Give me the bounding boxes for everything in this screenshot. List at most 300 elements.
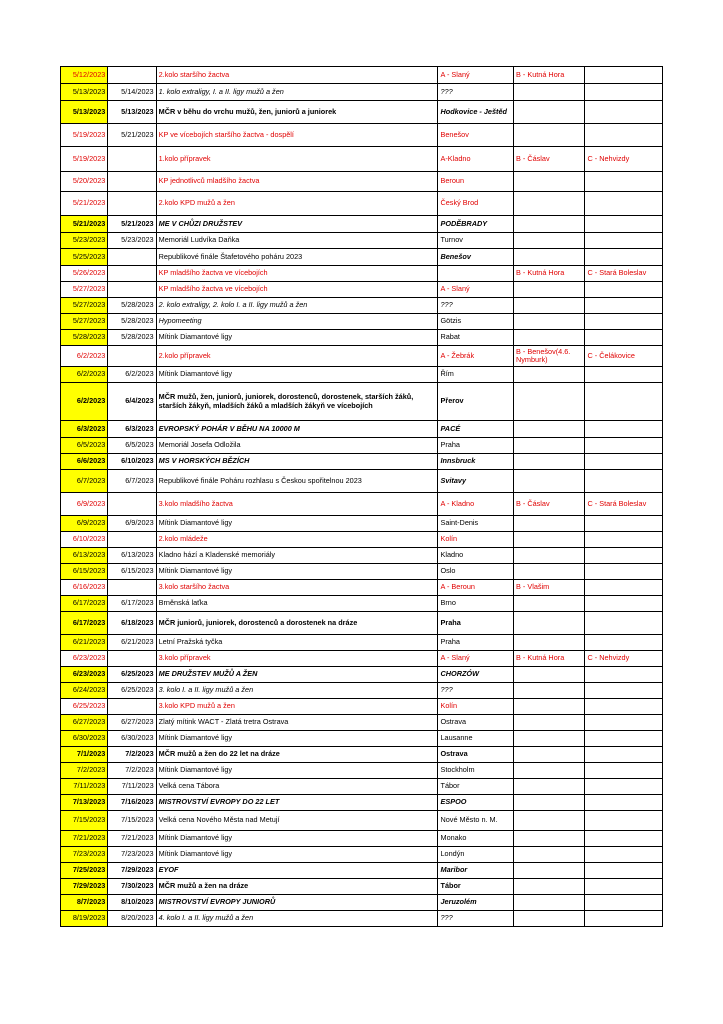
group-b-cell bbox=[513, 779, 584, 795]
table-row bbox=[61, 266, 663, 282]
group-c-cell bbox=[585, 438, 663, 454]
end-date-cell: 7/11/2023 bbox=[108, 779, 156, 795]
schedule-body bbox=[61, 67, 663, 927]
table-row bbox=[61, 667, 663, 683]
group-c-cell bbox=[585, 532, 663, 548]
group-b-cell bbox=[513, 911, 584, 927]
venue-cell: Kolín bbox=[438, 699, 514, 715]
group-b-cell bbox=[513, 795, 584, 811]
group-c-cell bbox=[585, 863, 663, 879]
table-row bbox=[61, 101, 663, 124]
venue-cell: Turnov bbox=[438, 233, 514, 249]
group-c-cell bbox=[585, 124, 663, 147]
event-cell: Memoriál Josefa Odložila bbox=[156, 438, 438, 454]
group-c-cell bbox=[585, 172, 663, 192]
end-date-cell: 7/30/2023 bbox=[108, 879, 156, 895]
table-row bbox=[61, 346, 663, 367]
event-cell: MČR v běhu do vrchu mužů, žen, juniorů a juniorek bbox=[156, 101, 438, 124]
group-b-cell bbox=[513, 249, 584, 266]
group-b-cell bbox=[513, 715, 584, 731]
date-cell: 5/28/2023 bbox=[61, 330, 108, 346]
group-c-cell bbox=[585, 314, 663, 330]
date-cell: 5/20/2023 bbox=[61, 172, 108, 192]
venue-cell: Rabat bbox=[438, 330, 514, 346]
event-cell: KP ve vícebojích staršího žactva - dospělí bbox=[156, 124, 438, 147]
date-cell: 7/29/2023 bbox=[61, 879, 108, 895]
date-cell: 7/15/2023 bbox=[61, 811, 108, 831]
table-row bbox=[61, 731, 663, 747]
event-cell: Mítink Diamantové ligy bbox=[156, 516, 438, 532]
table-row bbox=[61, 84, 663, 101]
event-cell: 3.kolo KPD mužů a žen bbox=[156, 699, 438, 715]
group-b-cell bbox=[513, 454, 584, 470]
group-c-cell bbox=[585, 612, 663, 635]
group-c-cell bbox=[585, 367, 663, 383]
end-date-cell: 7/21/2023 bbox=[108, 831, 156, 847]
table-row bbox=[61, 763, 663, 779]
group-c-cell bbox=[585, 847, 663, 863]
table-row bbox=[61, 811, 663, 831]
table-row bbox=[61, 67, 663, 84]
venue-cell: Svitavy bbox=[438, 470, 514, 493]
group-c-cell bbox=[585, 779, 663, 795]
group-c-cell bbox=[585, 216, 663, 233]
table-row bbox=[61, 651, 663, 667]
venue-cell: Beroun bbox=[438, 172, 514, 192]
table-row bbox=[61, 683, 663, 699]
end-date-cell: 5/13/2023 bbox=[108, 101, 156, 124]
end-date-cell: 7/2/2023 bbox=[108, 763, 156, 779]
date-cell: 5/23/2023 bbox=[61, 233, 108, 249]
table-row bbox=[61, 911, 663, 927]
venue-cell: A - Slaný bbox=[438, 282, 514, 298]
end-date-cell: 6/10/2023 bbox=[108, 454, 156, 470]
date-cell: 7/21/2023 bbox=[61, 831, 108, 847]
group-b-cell bbox=[513, 124, 584, 147]
venue-cell: ??? bbox=[438, 683, 514, 699]
table-row bbox=[61, 795, 663, 811]
table-row bbox=[61, 314, 663, 330]
group-c-cell: C - Nehvizdy bbox=[585, 651, 663, 667]
table-row bbox=[61, 564, 663, 580]
table-row bbox=[61, 493, 663, 516]
table-row bbox=[61, 367, 663, 383]
group-b-cell bbox=[513, 596, 584, 612]
event-cell: KP mladšího žactva ve vícebojích bbox=[156, 282, 438, 298]
end-date-cell: 6/4/2023 bbox=[108, 383, 156, 421]
group-c-cell bbox=[585, 795, 663, 811]
end-date-cell: 5/28/2023 bbox=[108, 298, 156, 314]
end-date-cell: 6/25/2023 bbox=[108, 667, 156, 683]
event-cell: Mítink Diamantové ligy bbox=[156, 367, 438, 383]
date-cell: 5/21/2023 bbox=[61, 216, 108, 233]
group-b-cell bbox=[513, 367, 584, 383]
table-row bbox=[61, 847, 663, 863]
date-cell: 5/19/2023 bbox=[61, 124, 108, 147]
group-c-cell bbox=[585, 879, 663, 895]
date-cell: 5/27/2023 bbox=[61, 314, 108, 330]
date-cell: 7/11/2023 bbox=[61, 779, 108, 795]
end-date-cell bbox=[108, 580, 156, 596]
date-cell: 6/15/2023 bbox=[61, 564, 108, 580]
end-date-cell: 7/15/2023 bbox=[108, 811, 156, 831]
group-b-cell bbox=[513, 635, 584, 651]
group-c-cell bbox=[585, 683, 663, 699]
venue-cell: Český Brod bbox=[438, 192, 514, 216]
table-row bbox=[61, 298, 663, 314]
event-cell: 1.kolo přípravek bbox=[156, 147, 438, 172]
end-date-cell: 6/30/2023 bbox=[108, 731, 156, 747]
event-cell: 2.kolo mládeže bbox=[156, 532, 438, 548]
venue-cell: Brno bbox=[438, 596, 514, 612]
event-cell: 1. kolo extraligy, I. a II. ligy mužů a žen bbox=[156, 84, 438, 101]
event-cell: MISTROVSTVÍ EVROPY DO 22 LET bbox=[156, 795, 438, 811]
table-row bbox=[61, 147, 663, 172]
event-cell: MS V HORSKÝCH BĚZÍCH bbox=[156, 454, 438, 470]
table-row bbox=[61, 282, 663, 298]
group-c-cell bbox=[585, 330, 663, 346]
end-date-cell: 7/16/2023 bbox=[108, 795, 156, 811]
group-b-cell: B - Kutná Hora bbox=[513, 651, 584, 667]
venue-cell: Londýn bbox=[438, 847, 514, 863]
table-row bbox=[61, 831, 663, 847]
date-cell: 5/13/2023 bbox=[61, 101, 108, 124]
event-cell: Mítink Diamantové ligy bbox=[156, 564, 438, 580]
venue-cell: Stockholm bbox=[438, 763, 514, 779]
venue-cell: Lausanne bbox=[438, 731, 514, 747]
date-cell: 6/16/2023 bbox=[61, 580, 108, 596]
end-date-cell bbox=[108, 172, 156, 192]
group-c-cell bbox=[585, 911, 663, 927]
table-row bbox=[61, 216, 663, 233]
venue-cell: PACÉ bbox=[438, 421, 514, 438]
group-c-cell bbox=[585, 249, 663, 266]
group-c-cell bbox=[585, 731, 663, 747]
group-c-cell bbox=[585, 192, 663, 216]
group-b-cell bbox=[513, 192, 584, 216]
table-row bbox=[61, 470, 663, 493]
table-row bbox=[61, 863, 663, 879]
date-cell: 6/23/2023 bbox=[61, 667, 108, 683]
group-c-cell bbox=[585, 895, 663, 911]
venue-cell: Kladno bbox=[438, 548, 514, 564]
date-cell: 6/25/2023 bbox=[61, 699, 108, 715]
group-c-cell bbox=[585, 580, 663, 596]
group-b-cell bbox=[513, 895, 584, 911]
venue-cell: CHORZÓW bbox=[438, 667, 514, 683]
venue-cell: PODĚBRADY bbox=[438, 216, 514, 233]
group-b-cell bbox=[513, 101, 584, 124]
venue-cell: Saint-Denis bbox=[438, 516, 514, 532]
event-cell: 3.kolo přípravek bbox=[156, 651, 438, 667]
group-c-cell: C - Čelákovice bbox=[585, 346, 663, 367]
group-b-cell bbox=[513, 172, 584, 192]
table-row bbox=[61, 715, 663, 731]
group-b-cell: B - Kutná Hora bbox=[513, 266, 584, 282]
end-date-cell bbox=[108, 532, 156, 548]
date-cell: 6/17/2023 bbox=[61, 612, 108, 635]
table-row bbox=[61, 612, 663, 635]
group-c-cell bbox=[585, 298, 663, 314]
event-cell: MČR mužů, žen, juniorů, juniorek, dorostenců, dorostenek, starších žáků, starších žákyň, mladších žáků a mladších žákyň ve vícebojích bbox=[156, 383, 438, 421]
group-b-cell: B - Benešov(4.6. Nymburk) bbox=[513, 346, 584, 367]
group-b-cell bbox=[513, 330, 584, 346]
event-cell: MČR mužů a žen do 22 let na dráze bbox=[156, 747, 438, 763]
event-cell: Velká cena Tábora bbox=[156, 779, 438, 795]
group-b-cell bbox=[513, 84, 584, 101]
end-date-cell bbox=[108, 699, 156, 715]
venue-cell: Benešov bbox=[438, 249, 514, 266]
venue-cell: A-Kladno bbox=[438, 147, 514, 172]
table-row bbox=[61, 596, 663, 612]
event-cell: 2. kolo extraligy, 2. kolo I. a II. ligy mužů a žen bbox=[156, 298, 438, 314]
group-b-cell bbox=[513, 383, 584, 421]
event-cell: KP mladšího žactva ve vícebojích bbox=[156, 266, 438, 282]
group-b-cell: B - Čáslav bbox=[513, 147, 584, 172]
end-date-cell bbox=[108, 147, 156, 172]
venue-cell: Monako bbox=[438, 831, 514, 847]
venue-cell: Praha bbox=[438, 438, 514, 454]
group-c-cell bbox=[585, 747, 663, 763]
table-row bbox=[61, 747, 663, 763]
date-cell: 5/19/2023 bbox=[61, 147, 108, 172]
end-date-cell: 6/18/2023 bbox=[108, 612, 156, 635]
table-row bbox=[61, 172, 663, 192]
group-c-cell bbox=[585, 421, 663, 438]
event-cell: ME V CHŮZI DRUŽSTEV bbox=[156, 216, 438, 233]
end-date-cell bbox=[108, 282, 156, 298]
group-c-cell bbox=[585, 715, 663, 731]
event-cell: Mítink Diamantové ligy bbox=[156, 330, 438, 346]
date-cell: 7/2/2023 bbox=[61, 763, 108, 779]
end-date-cell: 8/20/2023 bbox=[108, 911, 156, 927]
group-b-cell bbox=[513, 612, 584, 635]
end-date-cell: 6/27/2023 bbox=[108, 715, 156, 731]
date-cell: 8/7/2023 bbox=[61, 895, 108, 911]
group-b-cell bbox=[513, 731, 584, 747]
end-date-cell: 5/21/2023 bbox=[108, 216, 156, 233]
end-date-cell: 6/7/2023 bbox=[108, 470, 156, 493]
venue-cell: Ostrava bbox=[438, 715, 514, 731]
date-cell: 7/13/2023 bbox=[61, 795, 108, 811]
event-cell: Mítink Diamantové ligy bbox=[156, 763, 438, 779]
group-b-cell bbox=[513, 438, 584, 454]
event-cell: MISTROVSTVÍ EVROPY JUNIORŮ bbox=[156, 895, 438, 911]
group-b-cell bbox=[513, 532, 584, 548]
date-cell: 6/9/2023 bbox=[61, 493, 108, 516]
end-date-cell bbox=[108, 266, 156, 282]
table-row bbox=[61, 124, 663, 147]
group-b-cell: B - Čáslav bbox=[513, 493, 584, 516]
end-date-cell: 6/15/2023 bbox=[108, 564, 156, 580]
group-b-cell bbox=[513, 667, 584, 683]
end-date-cell bbox=[108, 651, 156, 667]
table-row bbox=[61, 192, 663, 216]
end-date-cell bbox=[108, 346, 156, 367]
venue-cell: ??? bbox=[438, 911, 514, 927]
event-cell: Republikové finále Štafetového poháru 2023 bbox=[156, 249, 438, 266]
table-row bbox=[61, 879, 663, 895]
event-cell: 3. kolo I. a II. ligy mužů a žen bbox=[156, 683, 438, 699]
venue-cell: ESPOO bbox=[438, 795, 514, 811]
group-c-cell bbox=[585, 470, 663, 493]
venue-cell: Innsbruck bbox=[438, 454, 514, 470]
group-b-cell bbox=[513, 470, 584, 493]
venue-cell: Praha bbox=[438, 612, 514, 635]
table-row bbox=[61, 249, 663, 266]
date-cell: 6/24/2023 bbox=[61, 683, 108, 699]
venue-cell: Tábor bbox=[438, 879, 514, 895]
group-c-cell: C - Stará Boleslav bbox=[585, 493, 663, 516]
date-cell: 6/17/2023 bbox=[61, 596, 108, 612]
table-row bbox=[61, 233, 663, 249]
group-c-cell bbox=[585, 831, 663, 847]
group-b-cell bbox=[513, 564, 584, 580]
end-date-cell: 5/14/2023 bbox=[108, 84, 156, 101]
event-cell: KP jednotlivců mladšího žactva bbox=[156, 172, 438, 192]
group-c-cell: C - Nehvizdy bbox=[585, 147, 663, 172]
end-date-cell: 6/3/2023 bbox=[108, 421, 156, 438]
date-cell: 7/25/2023 bbox=[61, 863, 108, 879]
event-cell: Hypomeeting bbox=[156, 314, 438, 330]
group-b-cell bbox=[513, 516, 584, 532]
event-cell: 2.kolo KPD mužů a žen bbox=[156, 192, 438, 216]
event-cell: 3.kolo mladšího žactva bbox=[156, 493, 438, 516]
end-date-cell: 5/23/2023 bbox=[108, 233, 156, 249]
event-cell: ME DRUŽSTEV MUŽŮ A ŽEN bbox=[156, 667, 438, 683]
event-cell: 2.kolo staršího žactva bbox=[156, 67, 438, 84]
event-cell: MČR juniorů, juniorek, dorostenců a dorostenek na dráze bbox=[156, 612, 438, 635]
venue-cell bbox=[438, 266, 514, 282]
group-b-cell bbox=[513, 314, 584, 330]
group-b-cell bbox=[513, 879, 584, 895]
group-b-cell bbox=[513, 282, 584, 298]
table-row bbox=[61, 421, 663, 438]
group-b-cell bbox=[513, 699, 584, 715]
end-date-cell: 7/2/2023 bbox=[108, 747, 156, 763]
venue-cell: Kolín bbox=[438, 532, 514, 548]
venue-cell: Jeruzolém bbox=[438, 895, 514, 911]
group-b-cell bbox=[513, 421, 584, 438]
group-b-cell: B - Vlašim bbox=[513, 580, 584, 596]
venue-cell: ??? bbox=[438, 84, 514, 101]
date-cell: 6/30/2023 bbox=[61, 731, 108, 747]
event-cell: EYOF bbox=[156, 863, 438, 879]
venue-cell: Praha bbox=[438, 635, 514, 651]
date-cell: 6/2/2023 bbox=[61, 367, 108, 383]
venue-cell: Nové Město n. M. bbox=[438, 811, 514, 831]
date-cell: 8/19/2023 bbox=[61, 911, 108, 927]
end-date-cell bbox=[108, 192, 156, 216]
table-row bbox=[61, 516, 663, 532]
date-cell: 6/27/2023 bbox=[61, 715, 108, 731]
group-b-cell bbox=[513, 747, 584, 763]
event-cell: EVROPSKÝ POHÁR V BĚHU NA 10000 M bbox=[156, 421, 438, 438]
group-b-cell bbox=[513, 298, 584, 314]
date-cell: 5/21/2023 bbox=[61, 192, 108, 216]
group-c-cell bbox=[585, 564, 663, 580]
table-row bbox=[61, 779, 663, 795]
group-c-cell: C - Stará Boleslav bbox=[585, 266, 663, 282]
group-c-cell bbox=[585, 596, 663, 612]
event-cell: Memoriál Ludvíka Daňka bbox=[156, 233, 438, 249]
group-c-cell bbox=[585, 383, 663, 421]
table-row bbox=[61, 699, 663, 715]
group-b-cell bbox=[513, 233, 584, 249]
event-cell: Republikové finále Poháru rozhlasu s Českou spořitelnou 2023 bbox=[156, 470, 438, 493]
end-date-cell: 6/2/2023 bbox=[108, 367, 156, 383]
date-cell: 6/3/2023 bbox=[61, 421, 108, 438]
end-date-cell: 7/29/2023 bbox=[108, 863, 156, 879]
date-cell: 6/6/2023 bbox=[61, 454, 108, 470]
group-b-cell bbox=[513, 847, 584, 863]
table-row bbox=[61, 895, 663, 911]
venue-cell: Hodkovice - Ještěd bbox=[438, 101, 514, 124]
event-cell: 2.kolo přípravek bbox=[156, 346, 438, 367]
date-cell: 6/2/2023 bbox=[61, 346, 108, 367]
date-cell: 6/13/2023 bbox=[61, 548, 108, 564]
group-b-cell bbox=[513, 831, 584, 847]
end-date-cell bbox=[108, 249, 156, 266]
end-date-cell: 8/10/2023 bbox=[108, 895, 156, 911]
venue-cell: Přerov bbox=[438, 383, 514, 421]
date-cell: 5/26/2023 bbox=[61, 266, 108, 282]
table-row bbox=[61, 330, 663, 346]
date-cell: 6/9/2023 bbox=[61, 516, 108, 532]
group-c-cell bbox=[585, 667, 663, 683]
group-c-cell bbox=[585, 763, 663, 779]
date-cell: 5/27/2023 bbox=[61, 298, 108, 314]
group-c-cell bbox=[585, 635, 663, 651]
event-cell: Kladno hází a Kladenské memoriály bbox=[156, 548, 438, 564]
venue-cell: Ostrava bbox=[438, 747, 514, 763]
event-cell: 3.kolo staršího žactva bbox=[156, 580, 438, 596]
venue-cell: Götzis bbox=[438, 314, 514, 330]
date-cell: 6/23/2023 bbox=[61, 651, 108, 667]
table-row bbox=[61, 548, 663, 564]
group-b-cell bbox=[513, 683, 584, 699]
table-row bbox=[61, 454, 663, 470]
venue-cell: A - Slaný bbox=[438, 67, 514, 84]
schedule-table bbox=[60, 66, 663, 927]
table-row bbox=[61, 438, 663, 454]
date-cell: 6/5/2023 bbox=[61, 438, 108, 454]
date-cell: 5/25/2023 bbox=[61, 249, 108, 266]
end-date-cell: 6/17/2023 bbox=[108, 596, 156, 612]
table-row bbox=[61, 635, 663, 651]
venue-cell: A - Žebrák bbox=[438, 346, 514, 367]
date-cell: 6/21/2023 bbox=[61, 635, 108, 651]
date-cell: 5/12/2023 bbox=[61, 67, 108, 84]
event-cell: Zlatý mítink WACT - Zlatá tretra Ostrava bbox=[156, 715, 438, 731]
venue-cell: A - Beroun bbox=[438, 580, 514, 596]
event-cell: Mítink Diamantové ligy bbox=[156, 831, 438, 847]
end-date-cell: 6/21/2023 bbox=[108, 635, 156, 651]
venue-cell: Řím bbox=[438, 367, 514, 383]
date-cell: 6/7/2023 bbox=[61, 470, 108, 493]
end-date-cell: 5/28/2023 bbox=[108, 314, 156, 330]
end-date-cell: 6/25/2023 bbox=[108, 683, 156, 699]
date-cell: 7/1/2023 bbox=[61, 747, 108, 763]
end-date-cell: 6/5/2023 bbox=[108, 438, 156, 454]
group-c-cell bbox=[585, 516, 663, 532]
date-cell: 5/13/2023 bbox=[61, 84, 108, 101]
group-c-cell bbox=[585, 454, 663, 470]
group-c-cell bbox=[585, 548, 663, 564]
end-date-cell: 6/9/2023 bbox=[108, 516, 156, 532]
group-b-cell bbox=[513, 763, 584, 779]
venue-cell: Oslo bbox=[438, 564, 514, 580]
